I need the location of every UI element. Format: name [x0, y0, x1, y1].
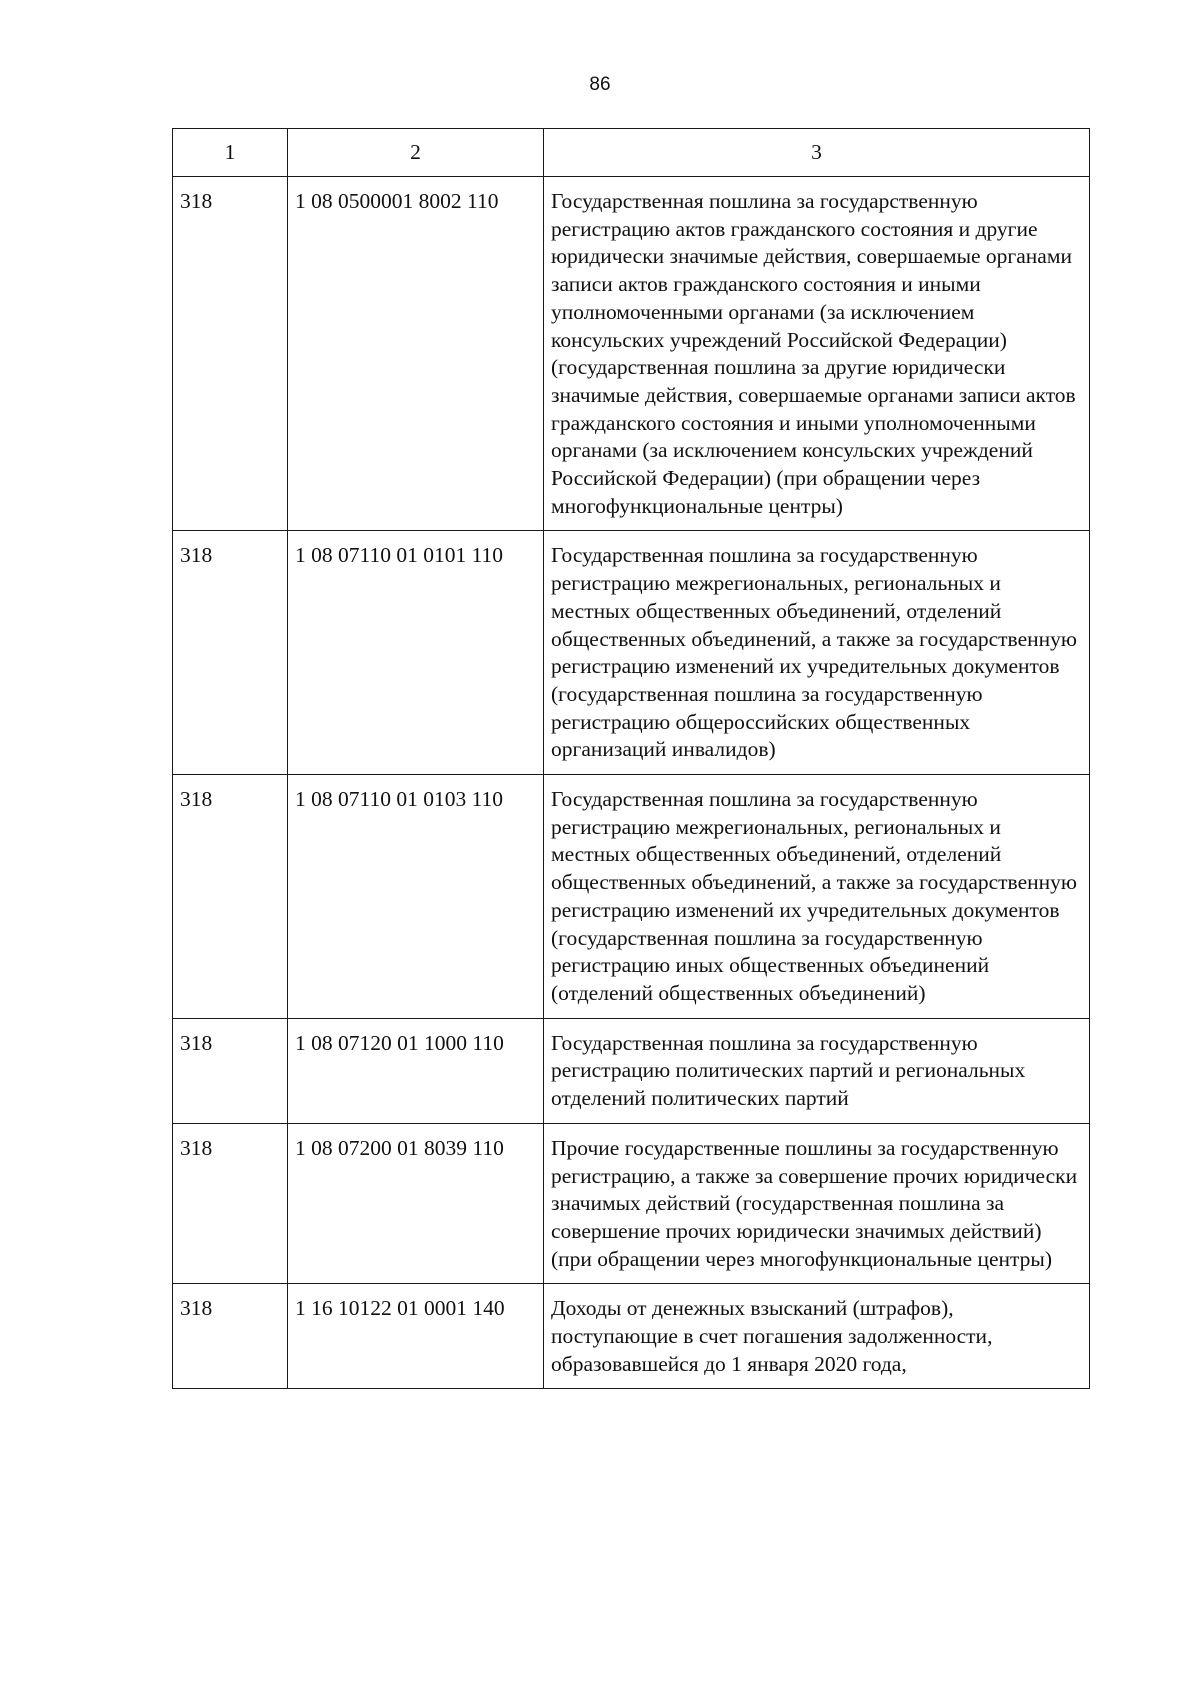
admin-code-cell: 318: [173, 177, 288, 531]
page-number: 86: [589, 74, 611, 95]
admin-code-cell: 318: [173, 1018, 288, 1123]
table-row: [173, 1123, 1090, 1284]
description-cell: Государственная пошлина за государственную регистрацию межрегиональных, региональных и местных общественных объединений, отделений общественных объединений, а также за государственную регистрацию изменений их учредительных документов (государственная пошлина за государственную регистрацию иных общественных объединений (отделений общественных объединений): [544, 775, 1090, 1019]
description-cell: Государственная пошлина за государственную регистрацию межрегиональных, региональных и местных общественных объединений, отделений общественных объединений, а также за государственную регистрацию изменений их учредительных документов (государственная пошлина за государственную регистрацию общероссийских общественных организаций инвалидов): [544, 531, 1090, 775]
description-cell: Прочие государственные пошлины за государственную регистрацию, а также за совершение прочих юридически значимых действий (государственная пошлина за совершение прочих юридически значимых действий) (при обращении через многофункциональные центры): [544, 1123, 1090, 1284]
column-header-2: 2: [288, 129, 544, 177]
admin-code-cell: 318: [173, 531, 288, 775]
admin-code-cell: 318: [173, 775, 288, 1019]
description-cell: Государственная пошлина за государственную регистрацию политических партий и региональных отделений политических партий: [544, 1018, 1090, 1123]
table-row: [173, 1018, 1090, 1123]
table-header-row: [173, 129, 1090, 177]
description-cell: Государственная пошлина за государственную регистрацию актов гражданского состояния и другие юридически значимые действия, совершаемые органами записи актов гражданского состояния и иными уполномоченными органами (за исключением консульских учреждений Российской Федерации) (государственная пошлина за другие юридически значимые действия, совершаемые органами записи актов гражданского состояния и иными уполномоченными органами (за исключением консульских учреждений Российской Федерации) (при обращении через многофункциональные центры): [544, 177, 1090, 531]
table-row: [173, 775, 1090, 1019]
admin-code-cell: 318: [173, 1123, 288, 1284]
admin-code-cell: 318: [173, 1284, 288, 1389]
revenue-code-table: [172, 128, 1090, 1389]
budget-code-cell: 1 08 07200 01 8039 110: [288, 1123, 544, 1284]
budget-code-cell: 1 08 07110 01 0101 110: [288, 531, 544, 775]
description-cell: Доходы от денежных взысканий (штрафов), поступающие в счет погашения задолженности, образовавшейся до 1 января 2020 года,: [544, 1284, 1090, 1389]
budget-code-cell: 1 08 0500001 8002 110: [288, 177, 544, 531]
table-row: [173, 1284, 1090, 1389]
column-header-1: 1: [173, 129, 288, 177]
budget-code-cell: 1 16 10122 01 0001 140: [288, 1284, 544, 1389]
table-row: [173, 177, 1090, 531]
column-header-3: 3: [544, 129, 1090, 177]
budget-code-cell: 1 08 07110 01 0103 110: [288, 775, 544, 1019]
budget-code-cell: 1 08 07120 01 1000 110: [288, 1018, 544, 1123]
table-row: [173, 531, 1090, 775]
